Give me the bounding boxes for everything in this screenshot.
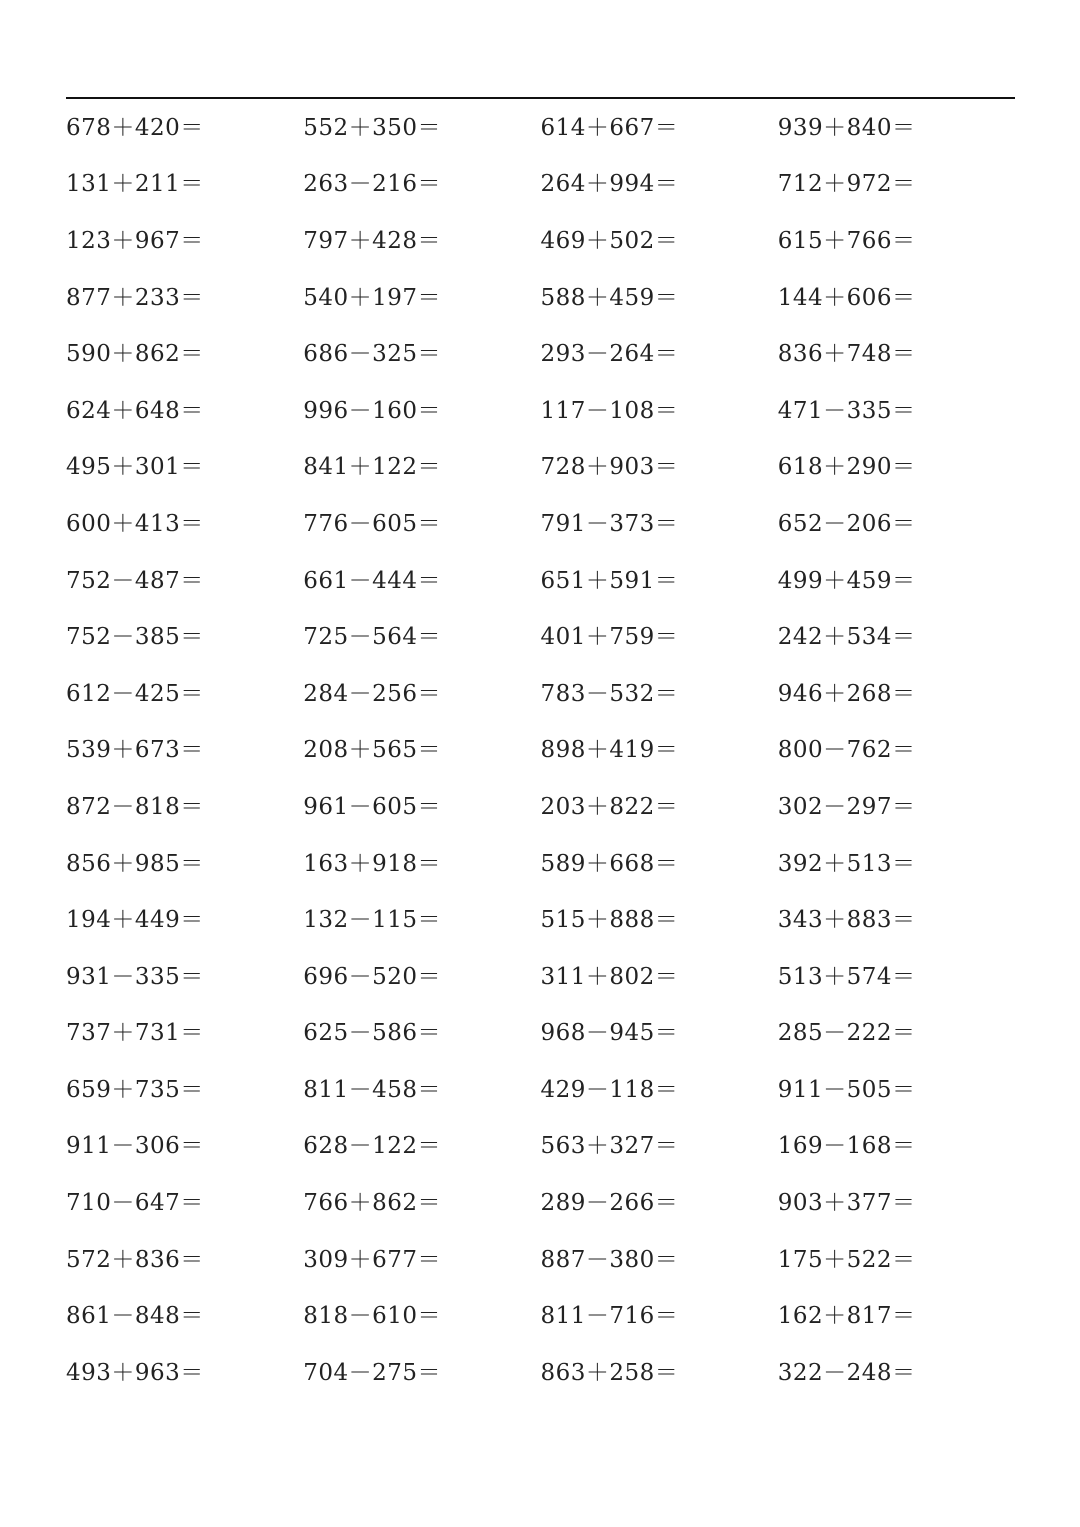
math-problem: 175＋522＝ bbox=[777, 1246, 916, 1273]
math-problem: 471－335＝ bbox=[777, 397, 916, 424]
math-problem: 322－248＝ bbox=[777, 1359, 916, 1386]
problem-row bbox=[66, 383, 1015, 440]
math-problem: 469＋502＝ bbox=[540, 227, 679, 254]
math-problem: 737＋731＝ bbox=[66, 1020, 204, 1047]
math-problem: 661－444＝ bbox=[303, 567, 442, 594]
problem-row bbox=[66, 326, 1015, 383]
problem-row bbox=[66, 609, 1015, 666]
math-problem: 208＋565＝ bbox=[303, 737, 442, 764]
math-problem: 401＋759＝ bbox=[540, 624, 679, 651]
math-problem: 818－610＝ bbox=[303, 1303, 442, 1330]
problem-row bbox=[66, 949, 1015, 1006]
math-problem: 590＋862＝ bbox=[66, 341, 204, 368]
math-problem: 123＋967＝ bbox=[66, 227, 204, 254]
problem-row bbox=[66, 213, 1015, 270]
math-problem: 712＋972＝ bbox=[777, 171, 916, 198]
math-problem: 911－505＝ bbox=[777, 1076, 916, 1103]
math-problem: 725－564＝ bbox=[303, 624, 442, 651]
problem-row bbox=[66, 892, 1015, 949]
math-problem: 203＋822＝ bbox=[540, 793, 679, 820]
problem-row bbox=[66, 270, 1015, 327]
problem-row bbox=[66, 157, 1015, 214]
problem-row bbox=[66, 1175, 1015, 1232]
math-problem: 309＋677＝ bbox=[303, 1246, 442, 1273]
math-problem: 499＋459＝ bbox=[777, 567, 916, 594]
math-problem: 783－532＝ bbox=[540, 680, 679, 707]
problem-row bbox=[66, 440, 1015, 497]
math-problem: 968－945＝ bbox=[540, 1020, 679, 1047]
math-problem: 493＋963＝ bbox=[66, 1359, 204, 1386]
math-problem: 552＋350＝ bbox=[303, 114, 442, 141]
math-problem: 996－160＝ bbox=[303, 397, 442, 424]
math-problem: 572＋836＝ bbox=[66, 1246, 204, 1273]
problem-row bbox=[66, 1288, 1015, 1345]
math-problem: 887－380＝ bbox=[540, 1246, 679, 1273]
math-problem: 429－118＝ bbox=[540, 1076, 679, 1103]
math-problem: 728＋903＝ bbox=[540, 454, 679, 481]
math-problem: 615＋766＝ bbox=[777, 227, 916, 254]
math-problem: 903＋377＝ bbox=[777, 1190, 916, 1217]
math-problem: 162＋817＝ bbox=[777, 1303, 916, 1330]
problem-row bbox=[66, 1232, 1015, 1289]
math-problem: 194＋449＝ bbox=[66, 907, 204, 934]
math-problem: 540＋197＝ bbox=[303, 284, 442, 311]
math-problem: 284－256＝ bbox=[303, 680, 442, 707]
math-problem: 515＋888＝ bbox=[540, 907, 679, 934]
math-problem: 678＋420＝ bbox=[66, 114, 204, 141]
problem-row bbox=[66, 496, 1015, 553]
math-problem: 961－605＝ bbox=[303, 793, 442, 820]
problem-row bbox=[66, 553, 1015, 610]
math-problem: 652－206＝ bbox=[777, 510, 916, 537]
math-problem: 659＋735＝ bbox=[66, 1076, 204, 1103]
math-problem: 836＋748＝ bbox=[777, 341, 916, 368]
problem-row bbox=[66, 779, 1015, 836]
math-problem: 624＋648＝ bbox=[66, 397, 204, 424]
math-problem: 686－325＝ bbox=[303, 341, 442, 368]
math-problem: 132－115＝ bbox=[303, 907, 442, 934]
math-problem: 696－520＝ bbox=[303, 963, 442, 990]
math-problem: 946＋268＝ bbox=[777, 680, 916, 707]
math-problem: 931－335＝ bbox=[66, 963, 204, 990]
math-problem: 264＋994＝ bbox=[540, 171, 679, 198]
math-problem: 539＋673＝ bbox=[66, 737, 204, 764]
problem-row bbox=[66, 1119, 1015, 1176]
math-problem: 877＋233＝ bbox=[66, 284, 204, 311]
math-problem: 797＋428＝ bbox=[303, 227, 442, 254]
math-problem: 614＋667＝ bbox=[540, 114, 679, 141]
math-problem: 343＋883＝ bbox=[777, 907, 916, 934]
math-problem: 710－647＝ bbox=[66, 1190, 204, 1217]
math-problem: 911－306＝ bbox=[66, 1133, 204, 1160]
math-problem: 169－168＝ bbox=[777, 1133, 916, 1160]
math-problem: 302－297＝ bbox=[777, 793, 916, 820]
math-problem: 872－818＝ bbox=[66, 793, 204, 820]
top-rule bbox=[66, 97, 1015, 99]
math-problem: 242＋534＝ bbox=[777, 624, 916, 651]
math-problem: 588＋459＝ bbox=[540, 284, 679, 311]
math-problem: 563＋327＝ bbox=[540, 1133, 679, 1160]
math-problem: 752－385＝ bbox=[66, 624, 204, 651]
math-problem: 131＋211＝ bbox=[66, 171, 204, 198]
problem-row bbox=[66, 1345, 1015, 1402]
math-problem: 163＋918＝ bbox=[303, 850, 442, 877]
math-problem: 600＋413＝ bbox=[66, 510, 204, 537]
math-problem: 856＋985＝ bbox=[66, 850, 204, 877]
math-problem: 618＋290＝ bbox=[777, 454, 916, 481]
math-problem: 144＋606＝ bbox=[777, 284, 916, 311]
math-problem: 898＋419＝ bbox=[540, 737, 679, 764]
math-problem: 841＋122＝ bbox=[303, 454, 442, 481]
problem-row bbox=[66, 666, 1015, 723]
problem-row bbox=[66, 836, 1015, 893]
math-problem: 495＋301＝ bbox=[66, 454, 204, 481]
math-problem: 752－487＝ bbox=[66, 567, 204, 594]
problem-row bbox=[66, 1062, 1015, 1119]
math-problem: 766＋862＝ bbox=[303, 1190, 442, 1217]
problem-row bbox=[66, 723, 1015, 780]
math-problem: 863＋258＝ bbox=[540, 1359, 679, 1386]
math-problem: 293－264＝ bbox=[540, 341, 679, 368]
problem-row bbox=[66, 100, 1015, 157]
math-problem: 289－266＝ bbox=[540, 1190, 679, 1217]
math-problem: 625－586＝ bbox=[303, 1020, 442, 1047]
math-problem: 800－762＝ bbox=[777, 737, 916, 764]
math-problem: 392＋513＝ bbox=[777, 850, 916, 877]
math-problem: 628－122＝ bbox=[303, 1133, 442, 1160]
math-problem: 939＋840＝ bbox=[777, 114, 916, 141]
math-problem: 285－222＝ bbox=[777, 1020, 916, 1047]
math-problem: 791－373＝ bbox=[540, 510, 679, 537]
math-problem: 612－425＝ bbox=[66, 680, 204, 707]
math-problem: 513＋574＝ bbox=[777, 963, 916, 990]
math-problem: 776－605＝ bbox=[303, 510, 442, 537]
math-problem: 861－848＝ bbox=[66, 1303, 204, 1330]
math-problem: 117－108＝ bbox=[540, 397, 679, 424]
math-problem: 811－716＝ bbox=[540, 1303, 679, 1330]
math-problem: 311＋802＝ bbox=[540, 963, 679, 990]
math-problem: 651＋591＝ bbox=[540, 567, 679, 594]
math-problem: 589＋668＝ bbox=[540, 850, 679, 877]
math-problem: 704－275＝ bbox=[303, 1359, 442, 1386]
problem-row bbox=[66, 1006, 1015, 1063]
problem-grid bbox=[66, 100, 1015, 1402]
math-problem: 263－216＝ bbox=[303, 171, 442, 198]
math-problem: 811－458＝ bbox=[303, 1076, 442, 1103]
